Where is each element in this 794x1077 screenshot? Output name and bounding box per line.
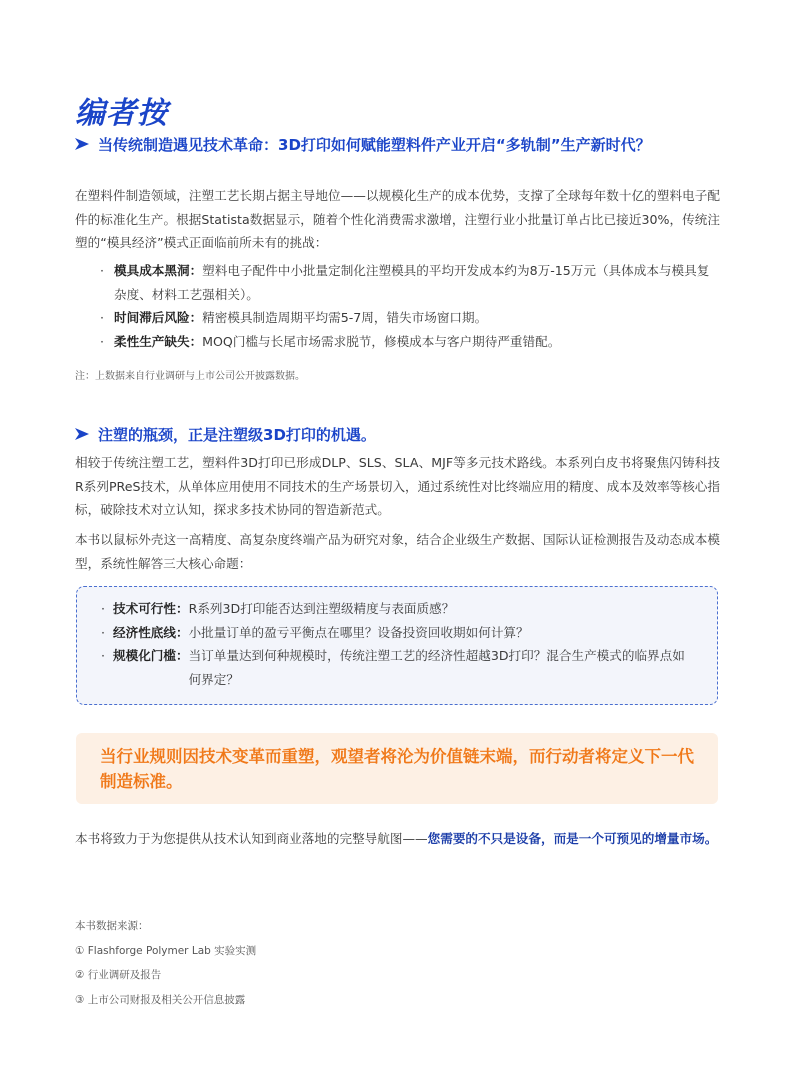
list-item: · 模具成本黑洞：塑料电子配件中小批量定制化注塑模具的平均开发成本约为8万-15万元（具体成本与模具复杂度、材料工艺强相关）。 xyxy=(100,263,710,302)
section-heading-2 xyxy=(75,424,698,446)
data-note: 注：上数据来自行业调研与上市公司公开披露数据。 xyxy=(75,371,305,382)
section-heading-1-text: 当传统制造遇见技术革命：3D打印如何赋能塑料件产业开启“多轨制”生产新时代？ xyxy=(98,136,651,154)
sources-label: 本书数据来源： xyxy=(75,920,149,932)
core-questions-box xyxy=(76,586,718,705)
section-heading-1 xyxy=(75,134,698,156)
challenge-list xyxy=(100,259,720,353)
page-title: 编者按 xyxy=(75,96,168,131)
list-item: · 规模化门槛： 当订单量达到何种规模时，传统注塑工艺的经济性超越3D打印？混合生产模式的临界点如何界定？ xyxy=(101,644,693,691)
source-item: ① Flashforge Polymer Lab 实验实测 xyxy=(75,944,257,957)
section-heading-2-text: 注塑的瓶颈，正是注塑级3D打印的机遇。 xyxy=(98,426,376,444)
question-text: R系列3D打印能否达到注塑级精度与表面质感？ xyxy=(188,601,455,616)
intro-paragraph: 在塑料件制造领域，注塑工艺长期占据主导地位——以规模化生产的成本优势，支撑了全球每年数十亿的塑料电子配件的标准化生产。根据Statista数据显示，随着个性化消费需求激增，注塑行业小批量订单占比已接近30%，传统注塑的“模具经济”模式正面临前所未有的挑战： xyxy=(75,188,720,250)
closing-emphasis: 您需要的不只是设备，而是一个可预见的增量市场。 xyxy=(427,831,718,846)
arrow-right-icon xyxy=(75,428,89,446)
question-label: 经济性底线： xyxy=(113,624,189,640)
source-item: ③ 上市公司财报及相关公开信息披露 xyxy=(75,993,246,1006)
question-label: 技术可行性： xyxy=(113,601,189,616)
bullet-text: 精密模具制造周期平均需5-7周，错失市场窗口期。 xyxy=(202,310,488,325)
list-item: · 技术可行性： R系列3D打印能否达到注塑级精度与表面质感？ xyxy=(101,597,693,621)
bullet-text: 塑料电子配件中小批量定制化注塑模具的平均开发成本约为8万-15万元（具体成本与模具复杂度、材料工艺强相关）。 xyxy=(114,263,710,302)
closing-text: 本书将致力于为您提供从技术认知到商业落地的完整导航图—— xyxy=(75,831,428,846)
list-item: · 柔性生产缺失：MOQ门槛与长尾市场需求脱节，修模成本与客户期待严重错配。 xyxy=(100,333,561,349)
question-label: 规模化门槛： xyxy=(113,648,189,663)
closing-paragraph xyxy=(75,827,720,851)
research-paragraph: 本书以鼠标外壳这一高精度、高复杂度终端产品为研究对象，结合企业级生产数据、国际认证检测报告及动态成本模型，系统性解答三大核心命题： xyxy=(75,532,720,571)
bullet-label: 模具成本黑洞： xyxy=(114,263,203,278)
highlight-callout: 当行业规则因技术变革而重塑，观望者将沦为价值链末端，而行动者将定义下一代制造标准。 xyxy=(76,733,718,804)
arrow-right-icon xyxy=(75,138,89,156)
technology-paragraph: 相较于传统注塑工艺，塑料件3D打印已形成DLP、SLS、SLA、MJF等多元技术路线。本系列白皮书将聚焦闪铸科技R系列PReS技术，从单体应用使用不同技术的生产场景切入，通过系统性对比终端应用的精度、成本及效率等核心指标，破除技术对立认知，探求多技术协同的智造新范式。 xyxy=(75,455,720,517)
question-text: 小批量订单的盈亏平衡点在哪里？设备投资回收期如何计算？ xyxy=(188,624,529,640)
data-sources xyxy=(75,914,256,1012)
bullet-text: MOQ门槛与长尾市场需求脱节，修模成本与客户期待严重错配。 xyxy=(202,333,561,349)
bullet-label: 柔性生产缺失： xyxy=(114,333,203,349)
question-text: 当订单量达到何种规模时，传统注塑工艺的经济性超越3D打印？混合生产模式的临界点如何界定？ xyxy=(188,648,685,687)
list-item: · 时间滞后风险：精密模具制造周期平均需5-7周，错失市场窗口期。 xyxy=(100,310,488,325)
list-item: · 经济性底线： 小批量订单的盈亏平衡点在哪里？设备投资回收期如何计算？ xyxy=(101,621,693,645)
bullet-label: 时间滞后风险： xyxy=(114,310,203,325)
source-item: ② 行业调研及报告 xyxy=(75,969,162,981)
